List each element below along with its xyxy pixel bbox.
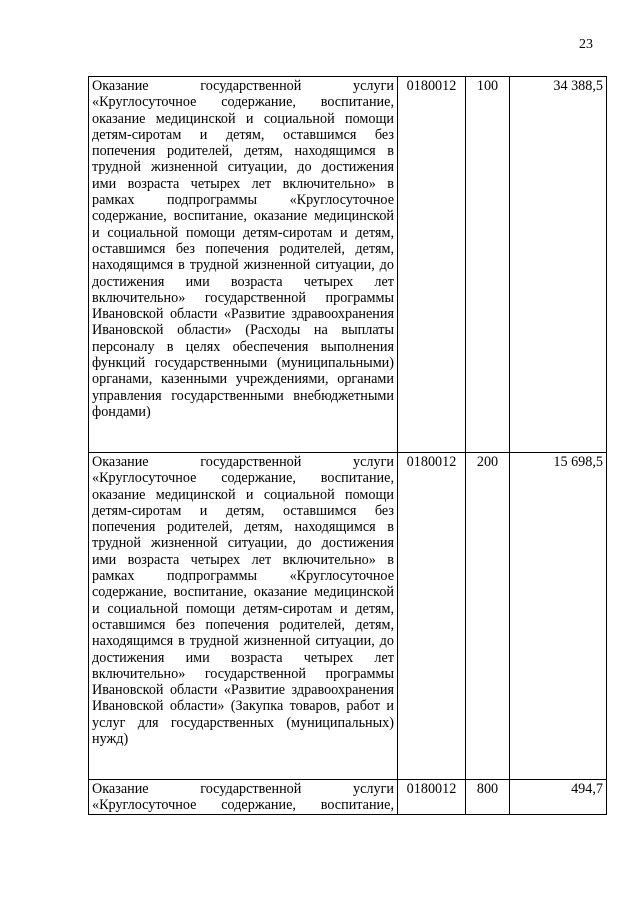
- row-expense-type: 100: [466, 77, 510, 453]
- row-description: Оказание государственной услуги «Круглосуточное содержание, воспитание, оказание медицинской и социальной помощи детям-сиротам и детям, оставшимся без попечения родителей, детям, находящимся в трудной жизненной ситуации, до достижения ими возраста четырех лет включительно» в рамках подпрограммы «Круглосуточное содержание, воспитание, оказание медицинской и социальной помощи детям-сиротам и детям, оставшимся без попечения родителей, детям, находящимся в трудной жизненной ситуации, до достижения ими возраста четырех лет включительно» государственной программы Ивановской области «Развитие здравоохранения Ивановской области» (Закупка товаров, работ и услуг для государственных (муниципальных) нужд): [92, 454, 394, 748]
- row-amount: 34 388,5: [510, 77, 607, 453]
- row-description-cell: [89, 77, 398, 453]
- row-amount: 15 698,5: [510, 453, 607, 780]
- budget-table: [88, 76, 607, 815]
- row-description-cell: [89, 453, 398, 780]
- table-row: [89, 77, 607, 453]
- row-expense-type: 200: [466, 453, 510, 780]
- row-description: Оказание государственной услуги «Круглосуточное содержание, воспитание, оказание медицинской и социальной помощи детям-сиротам и детям, оставшимся без попечения родителей, детям, находящимся в трудной жизненной ситуации, до достижения ими возраста четырех лет включительно» в рамках подпрограммы «Круглосуточное содержание, воспитание, оказание медицинской и социальной помощи детям-сиротам и детям, оставшимся без попечения родителей, детям, находящимся в трудной жизненной ситуации, до достижения ими возраста четырех лет включительно» государственной программы Ивановской области «Развитие здравоохранения Ивановской области» (Расходы на выплаты персоналу в целях обеспечения выполнения функций государственными (муниципальными) органами, казенными учреждениями, органами управления государственными внебюджетными фондами): [92, 78, 394, 420]
- page-number: 23: [579, 37, 593, 52]
- table-row: [89, 780, 607, 815]
- row-expense-type: 800: [466, 780, 510, 815]
- row-amount: 494,7: [510, 780, 607, 815]
- row-target-code: 0180012: [398, 780, 466, 815]
- row-description-cell: [89, 780, 398, 815]
- row-description: Оказание государственной услуги «Круглосуточное содержание, воспитание,: [92, 781, 394, 814]
- row-target-code: 0180012: [398, 77, 466, 453]
- row-target-code: 0180012: [398, 453, 466, 780]
- table-row: [89, 453, 607, 780]
